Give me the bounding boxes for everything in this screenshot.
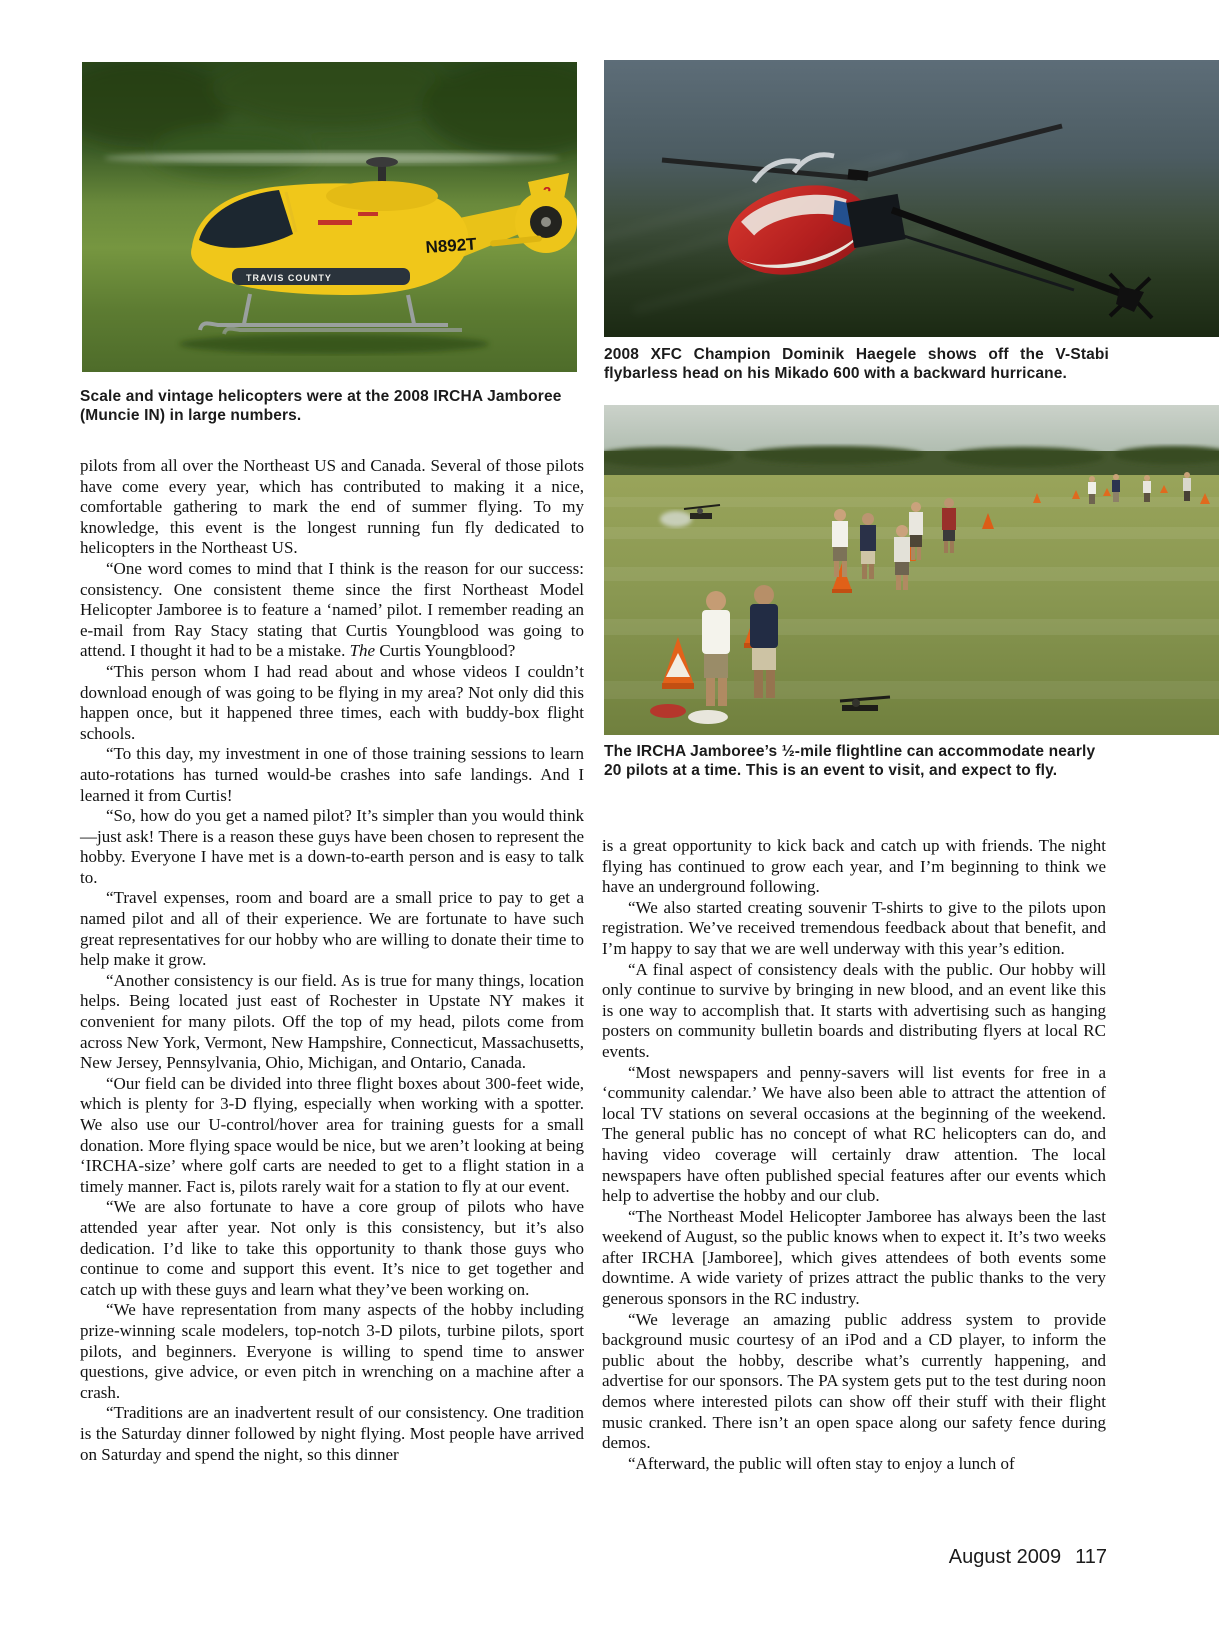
caption-flightline: The IRCHA Jamboree’s ½-mile flightline can accommodate nearly 20 pilots at a time. This is an event to visit, and expect to fly.: [604, 743, 1096, 780]
registration-label: N892T: [424, 234, 478, 257]
body-paragraph: “This person whom I had read about and whose videos I couldn’t download enough of was going to be flying in my area? Not only did this happen once, but it happened three times, each with buddy-box flight schools.: [80, 661, 584, 743]
page-footer: [602, 1546, 1107, 1569]
body-paragraph: “Our field can be divided into three flight boxes about 300-feet wide, which is plenty for 3-D flying, especially when working with a spotter. We also use our U-control/hover area for training guests for a small donation. More flying space would be nice, but we aren’t looking at being ‘IRCHA-size’ where golf carts are needed to get to a flight station in a timely manner. Fact is, pilots rarely wait for a station to fly at our event.: [80, 1073, 584, 1196]
body-paragraph: [80, 559, 584, 662]
body-paragraph: “Travel expenses, room and board are a small price to pay to get a named pilot and all of their experience. We are fortunate to have such great representatives for our hobby who are willing to donate their time to help make it grow.: [80, 888, 584, 970]
right-column: [602, 836, 1106, 1474]
photo-flightline: [604, 405, 1219, 735]
paragraph-text: Curtis Youngblood?: [375, 641, 516, 661]
body-paragraph: “We are also fortunate to have a core group of pilots who have attended year after year. Not only is this consistency, but it’s also dedication. I’d like to take this opportunity to thank those guys who continue to come and support this event. It’s nice to get together and catch up with these guys and learn what they’ve been working on.: [80, 1197, 584, 1299]
caption-scale-helicopter: Scale and vintage helicopters were at the 2008 IRCHA Jamboree (Muncie IN) in large numbers.: [80, 388, 562, 425]
paragraph-text: “One word comes to mind that I think is the reason for our success: consistency. One consistent theme since the first Northeast Model Helicopter Jamboree is to feature a ‘named’ pilot. I remember reading an e-mail from Ray Stacy stating that Curtis Youngblood was going to attend. I thought it had to be a mistake.: [80, 558, 584, 661]
caption-xfc-champion: 2008 XFC Champion Dominik Haegele shows off the V-Stabi flybarless head on his Mikado 600 with a backward hurricane.: [604, 346, 1109, 383]
3d-helicopter-illustration: [604, 60, 1219, 337]
body-paragraph: “We also started creating souvenir T-shirts to give to the pilots upon registration. We’ve received tremendous feedback about that benefit, and I’m happy to say that we are well underway with this year’s edition.: [602, 897, 1106, 958]
body-paragraph: “Afterward, the public will often stay to enjoy a lunch of: [628, 1453, 1015, 1473]
body-paragraph: “The Northeast Model Helicopter Jamboree has always been the last weekend of August, so the public knows when to expect it. It’s two weeks after IRCHA [Jamboree], which gives attendees of both events some downtime. A wide variety of prizes attract the public thanks to the very generous sponsors in the RC industry.: [602, 1206, 1106, 1309]
body-paragraph: “Another consistency is our field. As is true for many things, location helps. Being located just east of Rochester in Upstate NY makes it convenient for many pilots. Off the top of my head, pilots come from across New York, Vermont, New Hampshire, Connecticut, Massachusetts, New Jersey, Pennsylvania, Ohio, Michigan, and Ontario, Canada.: [80, 970, 584, 1073]
photo-3d-helicopter: [604, 60, 1219, 337]
fuselage-text-label: TRAVIS COUNTY: [246, 273, 332, 283]
body-paragraph: “We have representation from many aspects of the hobby including prize-winning scale modelers, top-notch 3-D pilots, turbine pilots, sport pilots, and beginners. Everyone is willing to spend time to answer questions, give advice, or even pitch in wrenching on a machine after a crash.: [80, 1300, 584, 1402]
italic-text: The: [349, 641, 376, 661]
body-paragraph: “A final aspect of consistency deals with the public. Our hobby will only continue to survive by bringing in new blood, and an event like this is one way to accomplish that. It starts with advertising such as hanging posters on community bulletin boards and distributing flyers at local RC events.: [602, 959, 1106, 1061]
issue-date: August 2009: [948, 1546, 1062, 1568]
body-paragraph: “So, how do you get a named pilot? It’s simpler than you would think—just ask! There is a reason these guys have been chosen to represent the hobby. Everyone I have met is a down-to-earth person and is easy to talk to.: [80, 806, 584, 887]
body-paragraph: “To this day, my investment in one of those training sessions to learn auto-rotations has turned would-be crashes into safe landings. And I learned it from Curtis!: [80, 744, 584, 805]
body-paragraph: “Traditions are an inadvertent result of our consistency. One tradition is the Saturday dinner followed by night flying. Most people have arrived on Saturday and spend the night, so this dinner: [80, 1403, 584, 1464]
body-paragraph: pilots from all over the Northeast US and Canada. Several of those pilots have come every year, which has contributed to making it a nice, comfortable gathering to mark the end of summer flying. To my knowledge, this event is the longest running fun fly dedicated to helicopters in the Northeast US.: [80, 456, 584, 558]
scale-helicopter-illustration: [82, 62, 577, 372]
photo-scale-helicopter: [82, 62, 577, 372]
body-paragraph: is a great opportunity to kick back and catch up with friends. The night flying has continued to grow each year, and I’m beginning to think we have an underground following.: [602, 836, 1106, 897]
body-paragraph: “We leverage an amazing public address system to provide background music courtesy of an iPod and a CD player, to inform the public about the hobby, describe what’s currently happening, and advertise for our sponsors. The PA system gets put to the test during noon demos where interested pilots can show off their stuff with their flight music cranked. There isn’t an open space along our safety fence during demos.: [602, 1309, 1106, 1453]
body-paragraph: “Most newspapers and penny-savers will list events for free in a ‘community calendar.’ We have also been able to attract the attention of local TV stations on several occasions at the beginning of the weekend. The general public has no concept of what RC helicopters can do, and having video coverage will certainly draw attention. The local newspapers have often published special features after our events which help to advertise the hobby and our club.: [602, 1062, 1106, 1206]
flightline-illustration: [604, 405, 1219, 735]
left-column: [80, 456, 584, 1465]
page-number: 117: [1075, 1546, 1107, 1568]
